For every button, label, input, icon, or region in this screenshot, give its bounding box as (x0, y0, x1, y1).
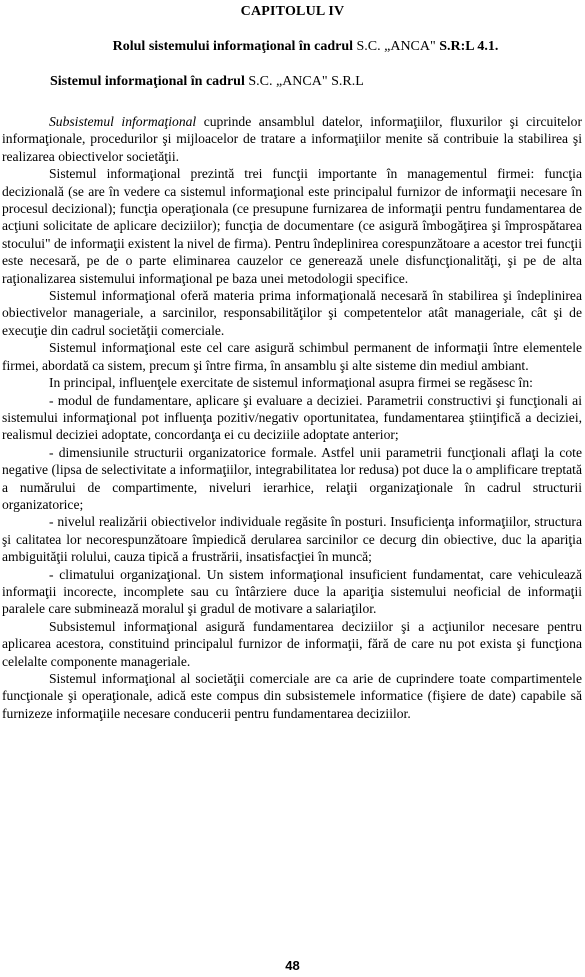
paragraph-text: cuprinde ansamblul datelor, informaţiilor, fluxurilor şi circuitelor informaţionale, procedurilor şi mijloacelor de tratare a informaţiilor menite să contribuie la stabilirea şi realizarea obiectivelor societăţii. (2, 114, 583, 164)
section-bold-text: Sistemul informaţional în cadrul (50, 74, 245, 89)
page-number: 48 (285, 958, 300, 973)
paragraph-scope: Sistemul informaţional al societăţii comerciale are ca arie de cuprindere toate compartimentele funcţionale şi operaţionale, adică este compus din subsistemele informatice (fişiere de date) capabile să furnizeze informaţiile necesare conducerii pentru fundamentarea deciziilor. (2, 671, 582, 721)
section-company: S.C. „ANCA" S.R.L (248, 74, 364, 89)
paragraph-three-functions: Sistemul informaţional prezintă trei funcţii importante în managementul firmei: funcţia decizională (se are în vedere ca sistemul informaţional este principalul furnizor de informaţii necesare în procesul decizional); funcţia operaţionala (ce presupune furnizarea de informaţii pentru fundamentarea de acţiuni solicitate de aplicare deciziilor); funcţia de documentare (ce asigură îmbogăţirea şi împrospătarea stocului" de informaţii existent la nivel de firma). Pentru îndeplinirea corespunzătoare a acestor trei funcţii este necesară, pe de o parte eliminarea cauzelor ce generează unele disfuncţionalităţi, şi pe de alta raţionalizarea sistemului informaţional pe baza unei metodologii specifice. (2, 166, 582, 286)
paragraph-information-exchange: Sistemul informaţional este cel care asigură schimbul permanent de informaţii între elementele firmei, abordată ca sistem, precum şi între firma, în ansamblu şi alte sisteme din mediul ambiant. (2, 340, 582, 373)
list-item-structure: - dimensiunile structurii organizatorice formale. Astfel unii parametrii funcţionali aflaţi la cote negative (lipsa de selectivitate a informaţiilor, integrabilitatea lor redusa) pot duce la o amplificare treptată a numărului de compartimente, niveluri ierarhice, relaţii organizaţionale în cadrul structurii organizatorice; (2, 444, 582, 512)
subtitle-bold-text: Rolul sistemului informaţional în cadrul (112, 39, 353, 54)
paragraph-decision-foundation: Subsistemul informaţional asigură fundamentarea deciziilor şi a acţiunilor necesare pentru aplicarea acestora, constituind principalul furnizor de informaţii, fără de care nu pot exista şi funcţiona celelalte componente manageriale. (2, 618, 582, 669)
body-text (2, 113, 582, 722)
subtitle-company: S.C. „ANCA" (356, 39, 436, 54)
subtitle-number: S.R:L 4.1. (439, 39, 499, 54)
paragraph-raw-material: Sistemul informaţional oferă materia prima informaţională necesară în stabilirea şi îndeplinirea obiectivelor manageriale, a sarcinilor, responsabilităţilor şi competentelor atât manageriale, cât şi de execuţie din cadrul societăţii comerciale. (2, 288, 582, 338)
list-item-objectives: - nivelul realizării obiectivelor individuale regăsite în posturi. Insuficienţa informaţiilor, structura şi calitatea lor necorespunzătoare împiedică derularea sarcinilor ce decurg din obiective, duc la apariţia ambiguităţii rolului, cauza tipică a frustrării, insatisfacţiei în muncă; (2, 514, 582, 565)
list-item-decision: - modul de fundamentare, aplicare şi evaluare a deciziei. Parametrii constructivi şi funcţionali ai sistemului informaţional pot influenţa pozitiv/negativ oportunitatea, fundamentarea ştiinţifică a deciziei, realismul deciziei adoptate, concordanţa ei cu deciziile adoptate anterior; (2, 392, 582, 443)
chapter-subtitle (0, 38, 585, 55)
paragraph-subsystem-definition (2, 113, 582, 165)
section-heading (50, 73, 570, 90)
list-item-climate: - climatului organizaţional. Un sistem informaţional insuficient fundamentat, care vehiculează informaţii incorecte, incomplete sau cu întârziere duce la apariţia sistemului neoficial de informaţii paralele care subminează moralul şi gradul de motivare a salariaţilor. (2, 566, 582, 617)
chapter-title: CAPITOLUL IV (240, 4, 345, 19)
italic-term: Subsistemul informaţional (49, 114, 197, 129)
paragraph-influences-intro: In principal, influenţele exercitate de sistemul informaţional asupra firmei se regăsesc în: (49, 375, 533, 391)
